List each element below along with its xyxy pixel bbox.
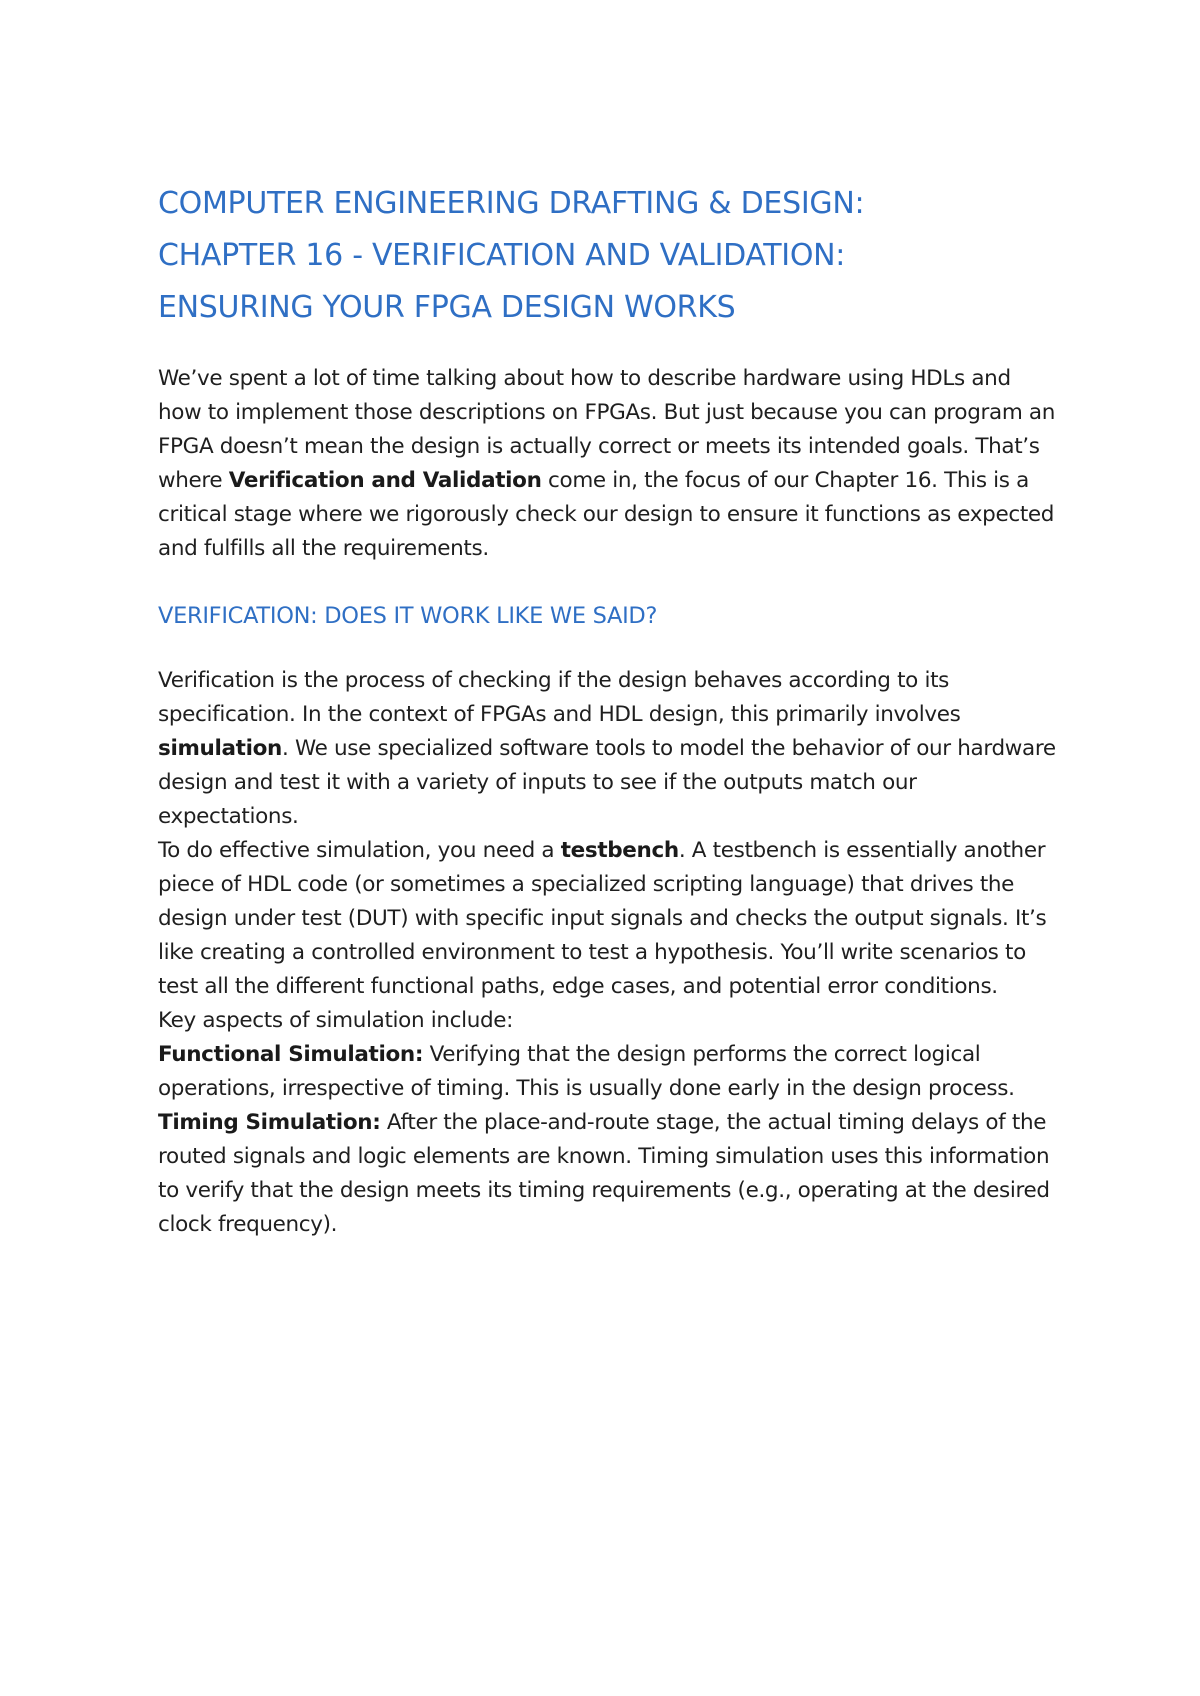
- chapter-title: [158, 178, 1058, 334]
- testbench-paragraph: [158, 834, 1058, 1004]
- testbench-bold-term: testbench: [560, 838, 679, 863]
- verification-bold-term: simulation: [158, 736, 282, 761]
- functional-simulation-term: Functional Simulation:: [158, 1042, 424, 1067]
- chapter-title-line-2: CHAPTER 16 - VERIFICATION AND VALIDATION:: [158, 238, 846, 273]
- testbench-text-1: To do effective simulation, you need a: [158, 838, 561, 863]
- timing-simulation-paragraph: [158, 1106, 1058, 1242]
- intro-text-2: come in, the focus of our Chapter 16. This is a critical stage where we rigorously check our design to ensure it functions as expected and fulfills all the requirements.: [158, 468, 1055, 561]
- timing-simulation-text: After the place-and-route stage, the actual timing delays of the routed signals and logic elements are known. Timing simulation uses this information to verify that the design meets its timing requirements (e.g., operating at the desired clock frequency).: [158, 1110, 1050, 1237]
- verification-text-1: Verification is the process of checking if the design behaves according to its specification. In the context of FPGAs and HDL design, this primarily involves: [158, 668, 961, 727]
- functional-simulation-text: Verifying that the design performs the correct logical operations, irrespective of timing. This is usually done early in the design process.: [158, 1042, 1015, 1101]
- intro-text-1: We’ve spent a lot of time talking about how to describe hardware using HDLs and how to implement those descriptions on FPGAs. But just because you can program an FPGA doesn’t mean the design is actually correct or meets its intended goals. That’s where: [158, 366, 1056, 493]
- verification-paragraph: [158, 664, 1058, 834]
- key-aspects-paragraph: Key aspects of simulation include:: [158, 1008, 514, 1033]
- verification-text-2: . We use specialized software tools to model the behavior of our hardware design and test it with a variety of inputs to see if the outputs match our expectations.: [158, 736, 1056, 829]
- document-page: [158, 178, 1058, 1242]
- functional-simulation-paragraph: [158, 1038, 1058, 1106]
- chapter-title-line-1: COMPUTER ENGINEERING DRAFTING & DESIGN:: [158, 186, 865, 221]
- testbench-text-2: . A testbench is essentially another piece of HDL code (or sometimes a specialized scripting language) that drives the design under test (DUT) with specific input signals and checks the output signals. It’s like creating a controlled environment to test a hypothesis. You’ll write scenarios to test all the different functional paths, edge cases, and potential error conditions.: [158, 838, 1047, 999]
- section-body-verification: [158, 664, 1058, 1242]
- intro-bold-term: Verification and Validation: [228, 468, 542, 493]
- section-heading-verification: VERIFICATION: DOES IT WORK LIKE WE SAID?: [158, 603, 658, 629]
- timing-simulation-term: Timing Simulation:: [158, 1110, 381, 1135]
- chapter-title-line-3: ENSURING YOUR FPGA DESIGN WORKS: [158, 290, 736, 325]
- intro-paragraph: [158, 362, 1058, 566]
